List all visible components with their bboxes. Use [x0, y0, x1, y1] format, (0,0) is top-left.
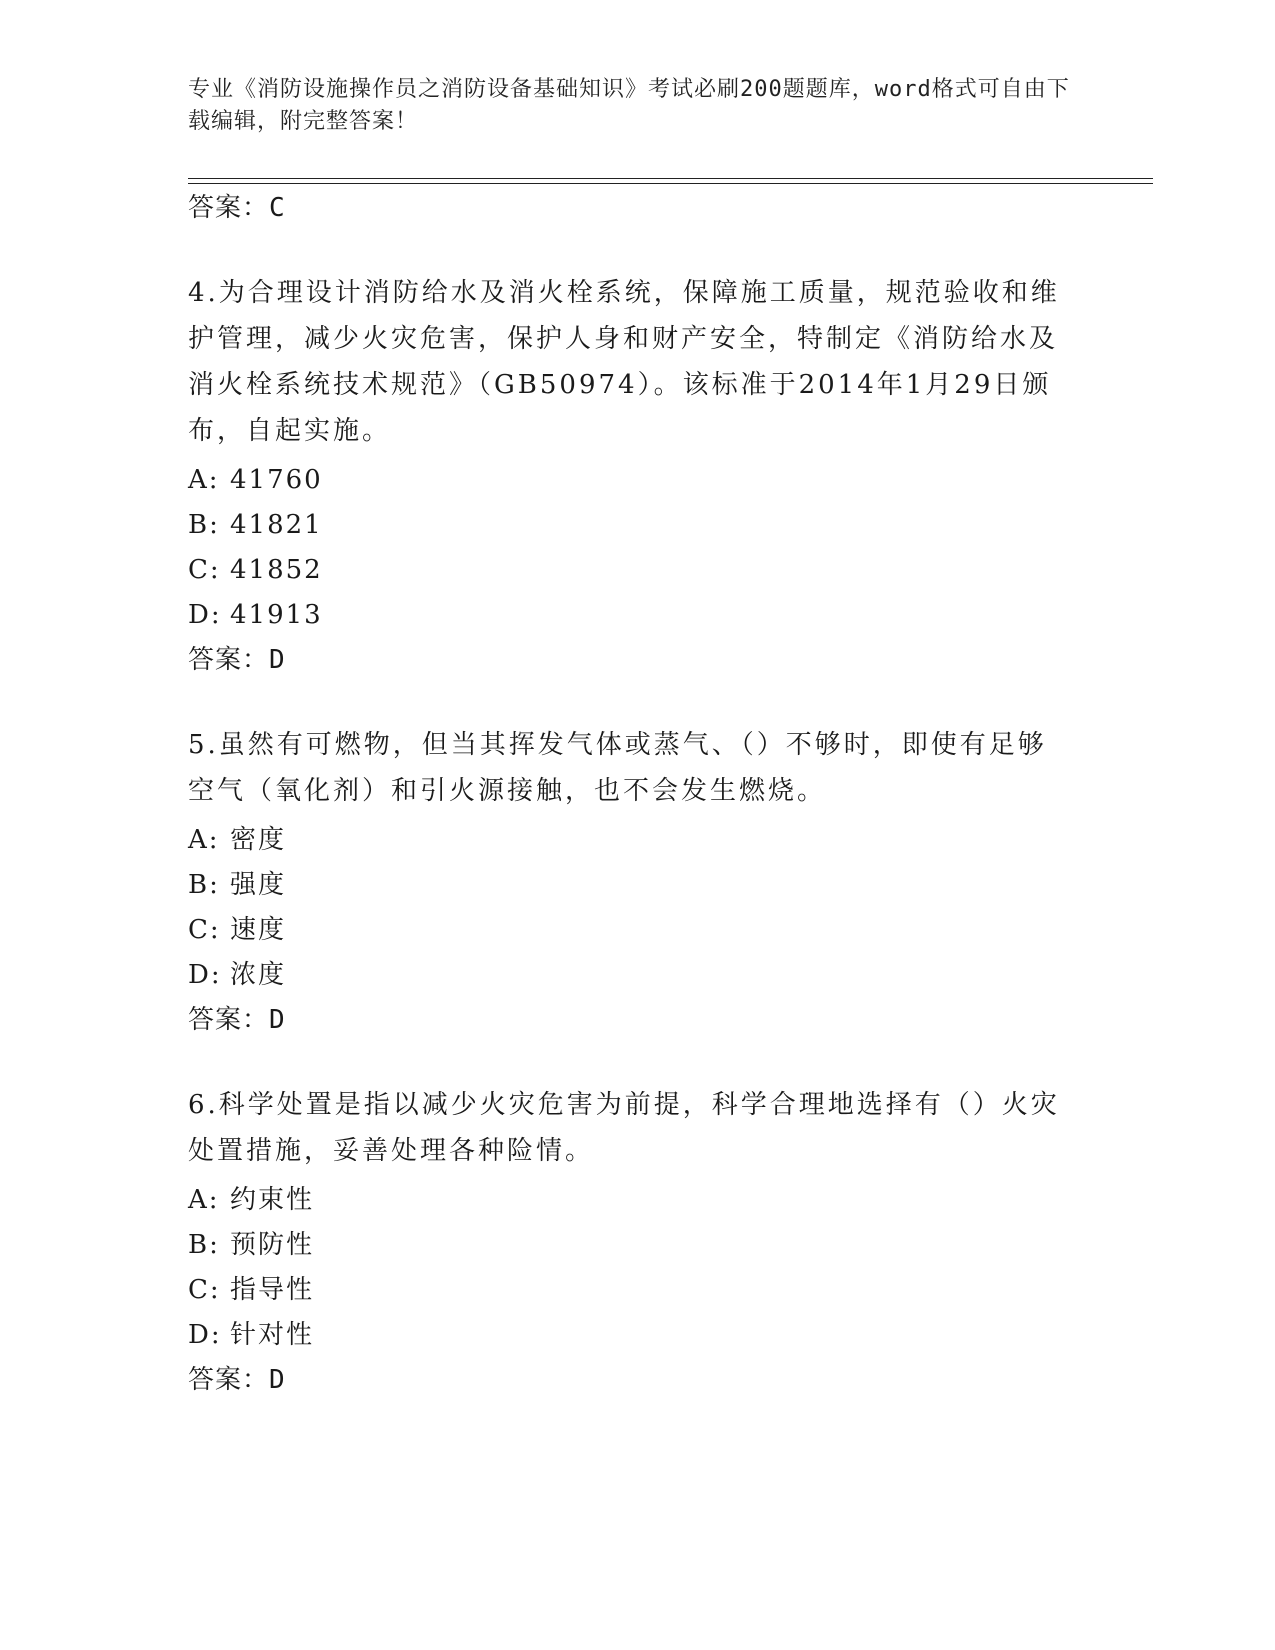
question-5-option-a [188, 820, 286, 860]
option-key: D: [188, 1320, 222, 1350]
question-4-text: 4.为合理设计消防给水及消火栓系统，保障施工质量，规范验收和维护管理，减少火灾危害，保护人身和财产安全，特制定《消防给水及消火栓系统技术规范》（GB50974）。该标准于2014年1月29日颁布，自起实施。 [188, 278, 1060, 446]
option-key: D: [188, 600, 222, 630]
question-6-answer: 答案：D [188, 1365, 286, 1395]
option-key: B: [188, 870, 220, 900]
header-rule-top [188, 178, 1153, 179]
question-6-option-c [188, 1270, 314, 1310]
question-5-text: 5.虽然有可燃物，但当其挥发气体或蒸气、（）不够时，即使有足够空气（氧化剂）和引火源接触，也不会发生燃烧。 [188, 730, 1047, 806]
option-value: 针对性 [230, 1320, 315, 1350]
option-key: A: [188, 825, 220, 855]
question-4-answer: 答案：D [188, 645, 286, 675]
option-value: 强度 [230, 870, 287, 900]
option-key: C: [188, 1275, 221, 1305]
option-key: C: [188, 555, 221, 585]
option-key: A: [188, 1185, 220, 1215]
document-header: 专业《消防设施操作员之消防设备基础知识》考试必刷200题题库，word格式可自由下载编辑，附完整答案！ [188, 77, 1070, 134]
option-key: A: [188, 465, 220, 495]
option-key: B: [188, 510, 220, 540]
option-value: 约束性 [230, 1185, 315, 1215]
question-4-option-a [188, 460, 323, 500]
question-5-answer: 答案：D [188, 1005, 286, 1035]
option-key: C: [188, 915, 221, 945]
question-5-option-b [188, 865, 286, 905]
question-5-option-d [188, 955, 286, 995]
option-value: 速度 [230, 915, 287, 945]
question-4-option-b [188, 505, 323, 545]
option-value: 浓度 [230, 960, 287, 990]
answer-previous: 答案：C [188, 193, 286, 223]
option-value: 41852 [230, 555, 323, 585]
option-value: 41821 [230, 510, 323, 540]
option-key: B: [188, 1230, 220, 1260]
option-value: 41913 [230, 600, 323, 630]
question-4-option-d [188, 595, 323, 635]
question-5-option-c [188, 910, 286, 950]
question-6-option-b [188, 1225, 314, 1265]
option-value: 指导性 [230, 1275, 315, 1305]
question-6-option-d [188, 1315, 314, 1355]
question-6-text: 6.科学处置是指以减少火灾危害为前提，科学合理地选择有（）火灾处置措施，妥善处理各种险情。 [188, 1090, 1060, 1166]
question-6-option-a [188, 1180, 314, 1220]
option-key: D: [188, 960, 222, 990]
option-value: 预防性 [230, 1230, 315, 1260]
option-value: 41760 [230, 465, 323, 495]
option-value: 密度 [230, 825, 287, 855]
header-rule-bottom [188, 183, 1153, 184]
question-4-option-c [188, 550, 323, 590]
